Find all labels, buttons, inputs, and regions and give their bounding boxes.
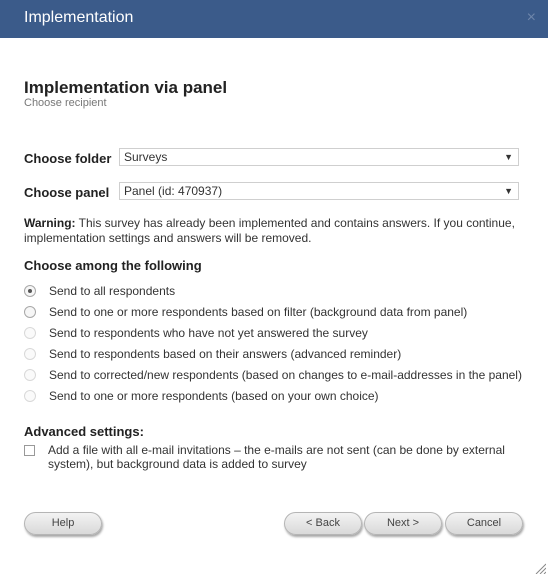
radio-label: Send to one or more respondents based on filter (background data from panel) [49, 305, 468, 319]
next-button[interactable]: Next > [364, 512, 442, 535]
folder-select[interactable] [119, 148, 519, 166]
radio-button[interactable] [24, 390, 36, 402]
warning-label: Warning: [24, 216, 76, 230]
radio-button[interactable] [24, 306, 36, 318]
radio-button[interactable] [24, 348, 36, 360]
panel-select-value: Panel (id: 470937) [124, 184, 223, 198]
resize-grip-icon[interactable] [534, 562, 546, 574]
help-button[interactable]: Help [24, 512, 102, 535]
radio-button[interactable] [24, 369, 36, 381]
advanced-settings-title: Advanced settings: [24, 424, 144, 439]
radio-label: Send to corrected/new respondents (based on changes to e-mail-addresses in the panel) [49, 368, 522, 382]
radio-label: Send to respondents based on their answers (advanced reminder) [49, 347, 402, 361]
warning-text: This survey has already been implemented and contains answers. If you continue, implementation settings and answers will be removed. [24, 216, 515, 245]
folder-label: Choose folder [24, 151, 112, 166]
radio-label: Send to all respondents [49, 284, 176, 298]
cancel-button[interactable]: Cancel [445, 512, 523, 535]
page-title: Implementation via panel [24, 78, 228, 97]
folder-select-value: Surveys [124, 150, 168, 164]
dialog-title: Implementation [24, 9, 134, 26]
close-icon[interactable]: × [526, 9, 536, 26]
radio-button[interactable] [24, 327, 36, 339]
radio-label: Send to one or more respondents (based on your own choice) [49, 389, 379, 403]
panel-select[interactable] [119, 182, 519, 200]
dialog-titlebar [0, 0, 548, 38]
options-title: Choose among the following [24, 258, 202, 273]
chevron-down-icon: ▼ [504, 186, 513, 196]
warning-message [24, 216, 529, 246]
chevron-down-icon: ▼ [504, 152, 513, 162]
email-file-checkbox[interactable] [24, 445, 35, 456]
email-file-checkbox-label: Add a file with all e-mail invitations – the e-mails are not sent (can be done by external system), but background data is added to survey [48, 443, 505, 471]
panel-label: Choose panel [24, 185, 110, 200]
radio-label: Send to respondents who have not yet answered the survey [49, 326, 368, 340]
back-button[interactable]: < Back [284, 512, 362, 535]
page-subtitle: Choose recipient [24, 97, 107, 109]
radio-button[interactable] [24, 285, 36, 297]
